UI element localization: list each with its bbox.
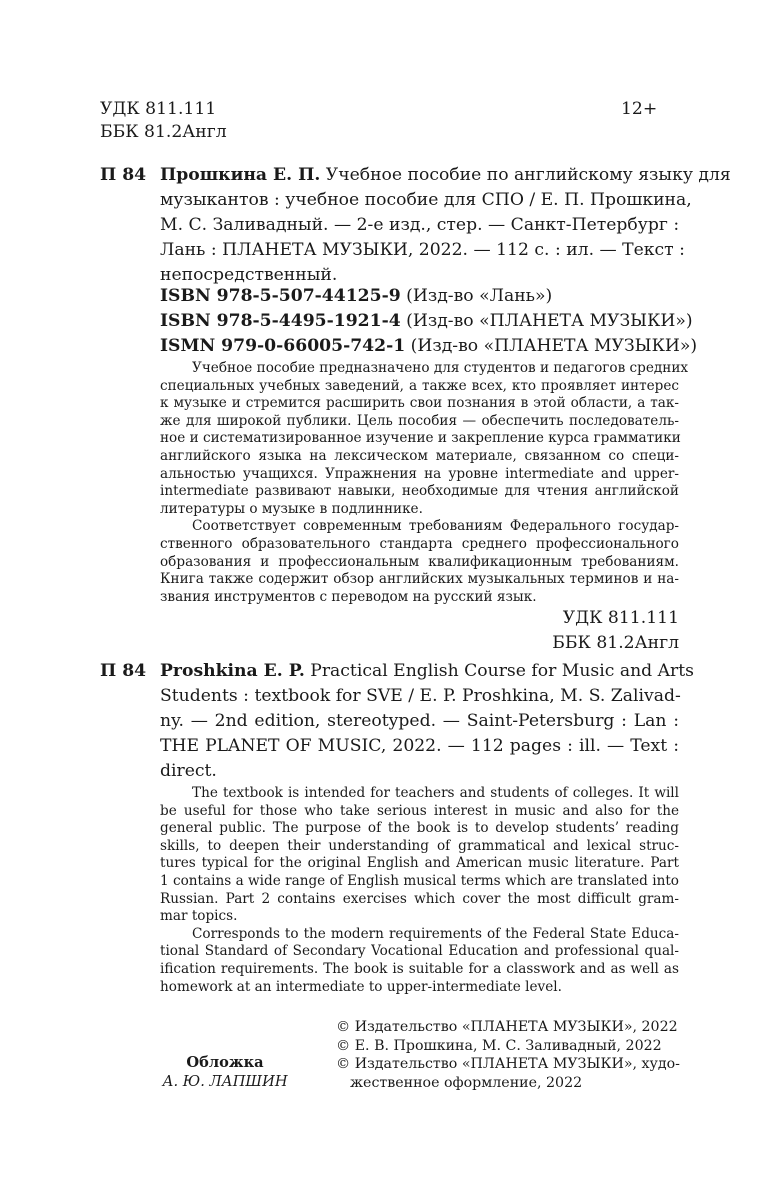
mid-bbk: ББК 81.2Англ (552, 633, 679, 653)
copyright-design-cont: жественное оформление, 2022 (350, 1074, 583, 1091)
ru-entry-code: П 84 (100, 165, 147, 185)
mid-udk: УДК 811.111 (562, 608, 679, 628)
copyright-design: © Издательство «ПЛАНЕТА МУЗЫКИ», худо- (336, 1056, 680, 1073)
en-abstract: The textbook is intended for teachers and students of colleges. It will be useful for those who take serious interest in music and also for the general public. The purpose of the book is to develop students’ reading skills, to deepen their understanding of grammatical and lexical struc- tures typical for the original English and American music literature. Part 1 contains a wide range of English musical terms which are translated into Russian. Part 2 contains exercises which cover the most difficult gram- mar topics. Corresponds to the modern requirements of the Federal State Educa- tional Standard of Secondary Vocational Education and professional qual- ification requirements. The book is suitable for a classwork and as well as homework at an intermediate to upper-intermediate level. (160, 785, 679, 995)
ru-abstract: Учебное пособие предназначено для студентов и педагогов средних специальных учебных заведений, а также всех, кто проявляет интерес к музыке и стремится расширить свои познания в этой области, а так- же для широкой публики. Цель пособия — обеспечить последователь- ное и систематизированное изучение и закрепление курса грамматики английского языка на лексическом материале, связанном со специ- альностью учащихся. Упражнения на уровне intermediate and upper- intermediate развивают навыки, необходимые для чтения английской литературы о музыке в подлиннике. Соответствует современным требованиям Федерального государ- ственного образовательного стандарта среднего профессионального образования и профессиональным квалификационным требованиям. Книга также содержит обзор английских музыкальных терминов и на- звания инструментов с переводом на русский язык. (160, 360, 689, 605)
copyright-authors: © Е. В. Прошкина, М. С. Заливадный, 2022 (336, 1037, 662, 1054)
ru-entry-citation: Прошкина Е. П. Учебное пособие по английскому языку для музыкантов : учебное пособие для СПО / Е. П. Прошкина, М. С. Заливадный. — 2-е изд., стер. — Санкт-Петербург : Лань : ПЛАНЕТА МУЗЫКИ, 2022. — 112 с. : ил. — Текст : непосредственный. (160, 165, 731, 285)
en-entry-code: П 84 (100, 661, 147, 681)
copyright-planeta: © Издательство «ПЛАНЕТА МУЗЫКИ», 2022 (336, 1019, 678, 1035)
en-entry-author: Proshkina E. P. (160, 661, 305, 681)
cover-label: Обложка (186, 1054, 264, 1071)
mid-classifier (480, 606, 679, 656)
isbn-list (160, 284, 700, 359)
cover-artist: А. Ю. ЛАПШИН (162, 1073, 288, 1090)
age-rating: 12+ (621, 99, 658, 119)
header-bbk: ББК 81.2Англ (100, 122, 227, 142)
header-udk: УДК 811.111 (100, 99, 217, 119)
cover-credit (150, 1053, 300, 1091)
ismn-planeta: ISMN 979-0-66005-742-1 (Изд-во «ПЛАНЕТА МУЗЫКИ») (160, 336, 698, 356)
isbn-planeta: ISBN 978-5-4495-1921-4 (Изд-во «ПЛАНЕТА МУЗЫКИ») (160, 311, 693, 331)
en-entry-citation: Proshkina E. P. Practical English Course for Music and Arts Students : textbook for SVE / E. P. Proshkina, M. S. Zalivad- ny. — 2nd edition, stereotyped. — Saint-Petersburg : Lan : THE PLANET OF MUSIC, 2022. — 112 pages : ill. — Text : direct. (160, 661, 694, 781)
copyright-block (336, 1018, 682, 1092)
isbn-lan: ISBN 978-5-507-44125-9 (Изд-во «Лань») (160, 286, 553, 306)
ru-entry-author: Прошкина Е. П. (160, 165, 321, 185)
